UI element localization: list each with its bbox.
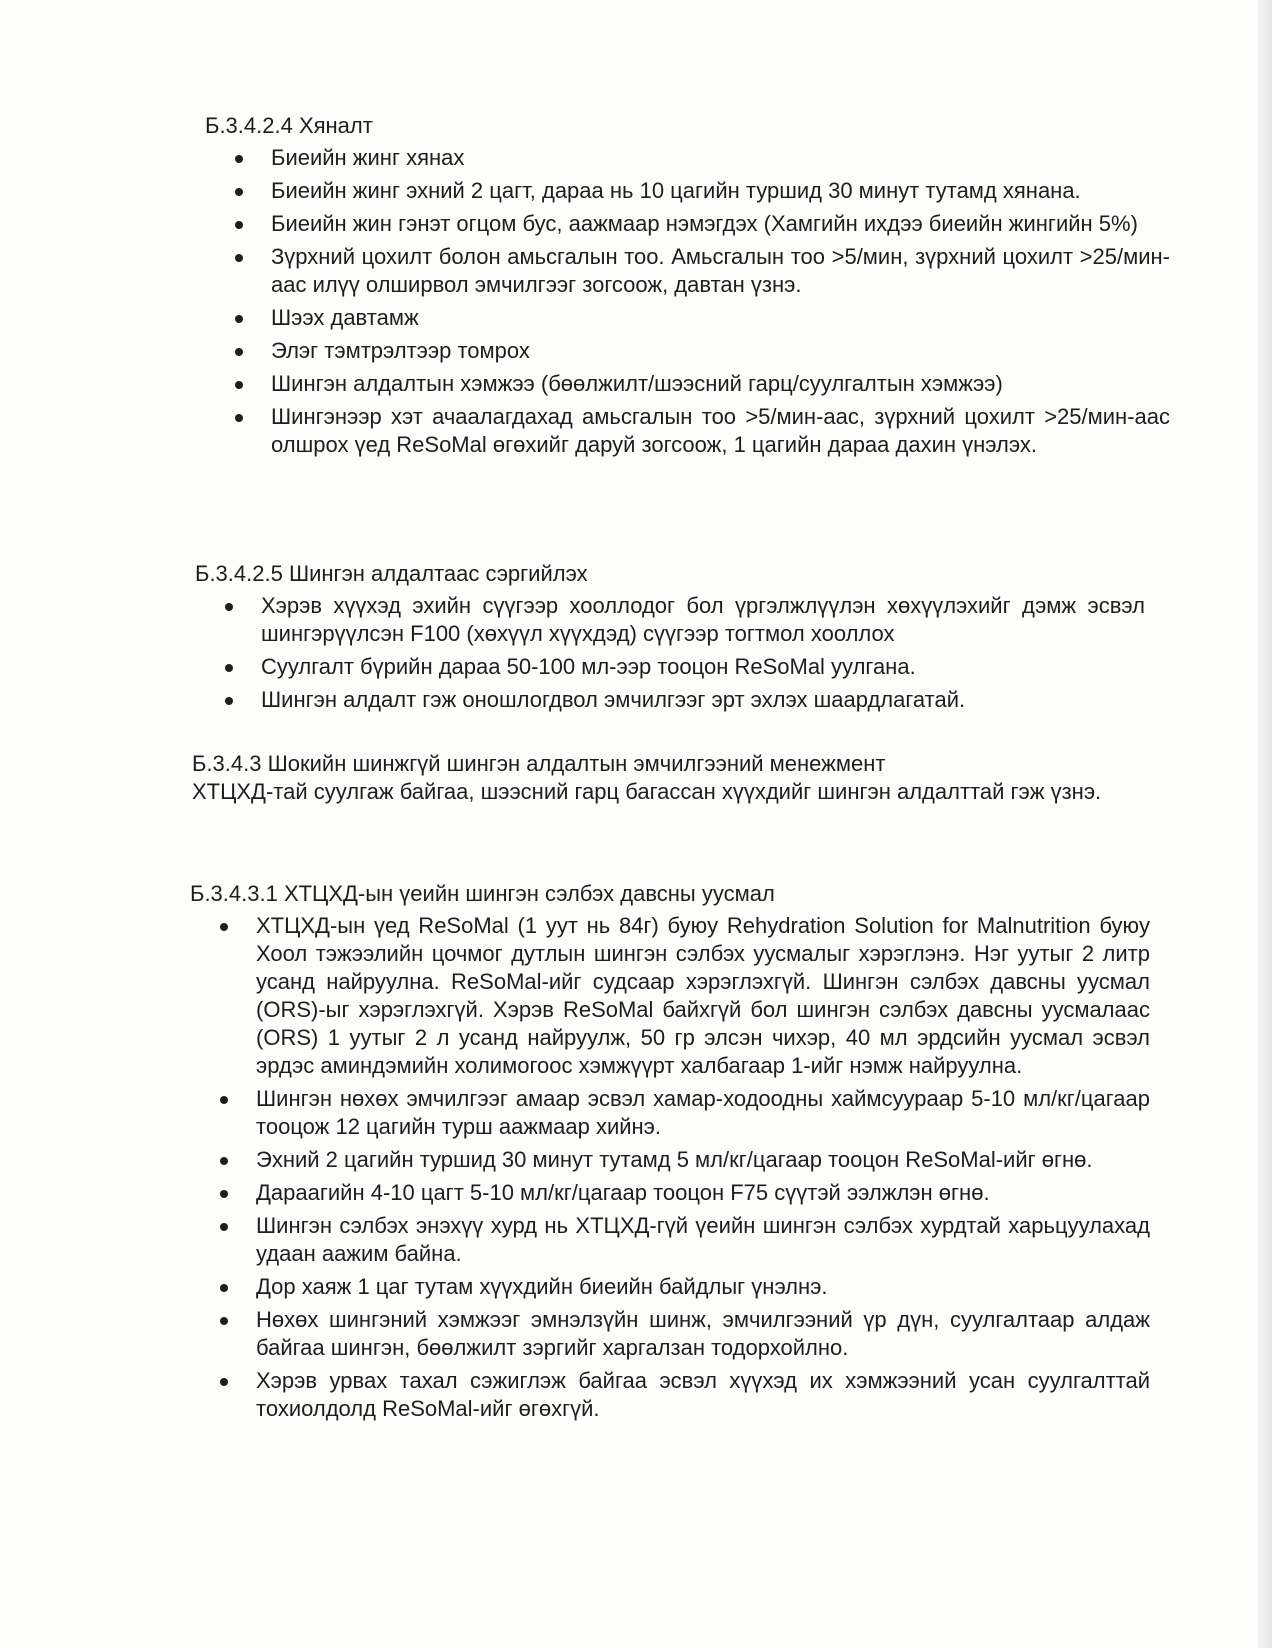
bullet-icon (235, 155, 243, 163)
list-item-text: Биеийн жинг хянах (271, 145, 465, 170)
list-item-text: Шингэн алдалтын хэмжээ (бөөлжилт/шээсний гарц/суулгалтын хэмжээ) (271, 371, 1003, 396)
list-item (190, 1085, 1150, 1141)
bullet-icon (235, 221, 243, 229)
list-item (205, 403, 1170, 459)
bullet-icon (235, 315, 243, 323)
bullet-icon (235, 348, 243, 356)
section-prevention (195, 560, 1145, 719)
list-item-text: Эхний 2 цагийн туршид 30 минут тутамд 5 мл/кг/цагаар тооцон ReSoMal-ийг өгнө. (256, 1147, 1093, 1172)
list-item-text: Шингэн алдалт гэж оношлогдвол эмчилгээг эрт эхлэх шаардлагатай. (261, 687, 966, 712)
bullet-icon (235, 188, 243, 196)
list-item-text: ХТЦХД-ын үед ReSoMal (1 уут нь 84г) буюу Rehydration Solution for Malnutrition буюу Хоол тэжээлийн цочмог дутлын шингэн сэлбэх уусмалыг хэрэглэнэ. Нэг уутыг 2 литр усанд найруулна. ReSoMal-ийг судсаар хэрэглэхгүй. Шингэн сэлбэх давсны уусмал (ORS)-ыг хэрэглэхгүй. Хэрэв ReSoMal байхгүй бол шингэн сэлбэх давсны уусмалаас (ORS) 1 уутыг 2 л усанд найруулж, 50 гр элсэн чихэр, 40 мл эрдсийн уусмал эсвэл эрдэс аминдэмийн холимогоос хэмжүүрт халбагаар 1-ийг нэмж найруулна. (256, 913, 1150, 1078)
list-item (205, 304, 1170, 332)
list-item (195, 592, 1145, 648)
list-item (190, 912, 1150, 1080)
bullet-icon (235, 414, 243, 422)
section-monitoring (205, 112, 1170, 464)
list-item-text: Хэрэв хүүхэд эхийн сүүгээр хооллодог бол үргэлжлүүлэн хөхүүлэхийг дэмж эсвэл шингэрүүлсэн F100 (хөхүүл хүүхдэд) сүүгээр тогтмол хооллох (261, 593, 1145, 646)
list-item (205, 337, 1170, 365)
bullet-icon (235, 381, 243, 389)
list-item-text: Суулгалт бүрийн дараа 50-100 мл-ээр тооцон ReSoMal уулгана. (261, 654, 916, 679)
section-heading: Б.3.4.2.4 Хяналт (205, 113, 373, 138)
list-item (205, 144, 1170, 172)
list-item-text: Шингэнээр хэт ачаалагдахад амьсгалын тоо >5/мин-аас, зүрхний цохилт >25/мин-аас олшрох үед ReSoMal өгөхийг даруй зогсоож, 1 цагийн дараа дахин үнэлэх. (271, 404, 1170, 457)
section-heading: Б.3.4.3 Шокийн шинжгүй шингэн алдалтын эмчилгээний менежмент (192, 751, 886, 776)
bullet-icon (220, 1284, 228, 1292)
list-item-text: Зүрхний цохилт болон амьсгалын тоо. Амьсгалын тоо >5/мин, зүрхний цохилт >25/мин-аас илүү олширвол эмчилгээг зогсоож, давтан үзнэ. (271, 244, 1170, 297)
bullet-icon (220, 1317, 228, 1325)
section-paragraph: ХТЦХД-тай суулгаж байгаа, шээсний гарц багассан хүүхдийг шингэн алдалттай гэж үзнэ. (192, 779, 1102, 804)
bullet-icon (220, 1378, 228, 1386)
bullet-icon (225, 664, 233, 672)
list-item-text: Нөхөх шингэний хэмжээг эмнэлзүйн шинж, эмчилгээний үр дүн, суулгалтаар алдаж байгаа шингэн, бөөлжилт зэргийг харгалзан тодорхойлно. (256, 1307, 1150, 1360)
bullet-icon (225, 697, 233, 705)
list-item-text: Хэрэв урвах тахал сэжиглэж байгаа эсвэл хүүхэд их хэмжээний усан суулгалттай тохиолдолд ReSoMal-ийг өгөхгүй. (256, 1368, 1150, 1421)
bullet-list (195, 592, 1145, 714)
list-item (190, 1367, 1150, 1423)
list-item (190, 1146, 1150, 1174)
list-item-text: Шээх давтамж (271, 305, 419, 330)
scan-edge-shadow (1258, 0, 1272, 1648)
list-item-text: Биеийн жин гэнэт огцом бус, аажмаар нэмэгдэх (Хамгийн ихдээ биеийн жингийн 5%) (271, 211, 1138, 236)
list-item (190, 1212, 1150, 1268)
list-item (190, 1273, 1150, 1301)
list-item-text: Дор хаяж 1 цаг тутам хүүхдийн биеийн байдлыг үнэлнэ. (256, 1274, 828, 1299)
bullet-icon (220, 1190, 228, 1198)
list-item (190, 1306, 1150, 1362)
section-heading: Б.3.4.3.1 ХТЦХД-ын үеийн шингэн сэлбэх давсны уусмал (190, 881, 775, 906)
section-resomal (190, 880, 1150, 1428)
bullet-icon (220, 1096, 228, 1104)
list-item (195, 653, 1145, 681)
list-item-text: Дараагийн 4-10 цагт 5-10 мл/кг/цагаар тооцон F75 сүүтэй ээлжлэн өгнө. (256, 1180, 990, 1205)
list-item-text: Элэг тэмтрэлтээр томрох (271, 338, 530, 363)
bullet-icon (220, 1157, 228, 1165)
list-item (205, 370, 1170, 398)
list-item (195, 686, 1145, 714)
list-item (205, 243, 1170, 299)
list-item (190, 1179, 1150, 1207)
bullet-icon (235, 254, 243, 262)
section-heading: Б.3.4.2.5 Шингэн алдалтаас сэргийлэх (195, 561, 588, 586)
list-item-text: Биеийн жинг эхний 2 цагт, дараа нь 10 цагийн туршид 30 минут тутамд хянана. (271, 178, 1081, 203)
section-management (192, 750, 1142, 806)
list-item-text: Шингэн нөхөх эмчилгээг амаар эсвэл хамар-ходоодны хаймсуураар 5-10 мл/кг/цагаар тооцож 12 цагийн турш аажмаар хийнэ. (256, 1086, 1150, 1139)
bullet-icon (220, 1223, 228, 1231)
list-item-text: Шингэн сэлбэх энэхүү хурд нь ХТЦХД-гүй үеийн шингэн сэлбэх хурдтай харьцуулахад удаан аажим байна. (256, 1213, 1150, 1266)
bullet-icon (225, 603, 233, 611)
list-item (205, 210, 1170, 238)
bullet-icon (220, 923, 228, 931)
bullet-list (205, 144, 1170, 459)
list-item (205, 177, 1170, 205)
bullet-list (190, 912, 1150, 1423)
